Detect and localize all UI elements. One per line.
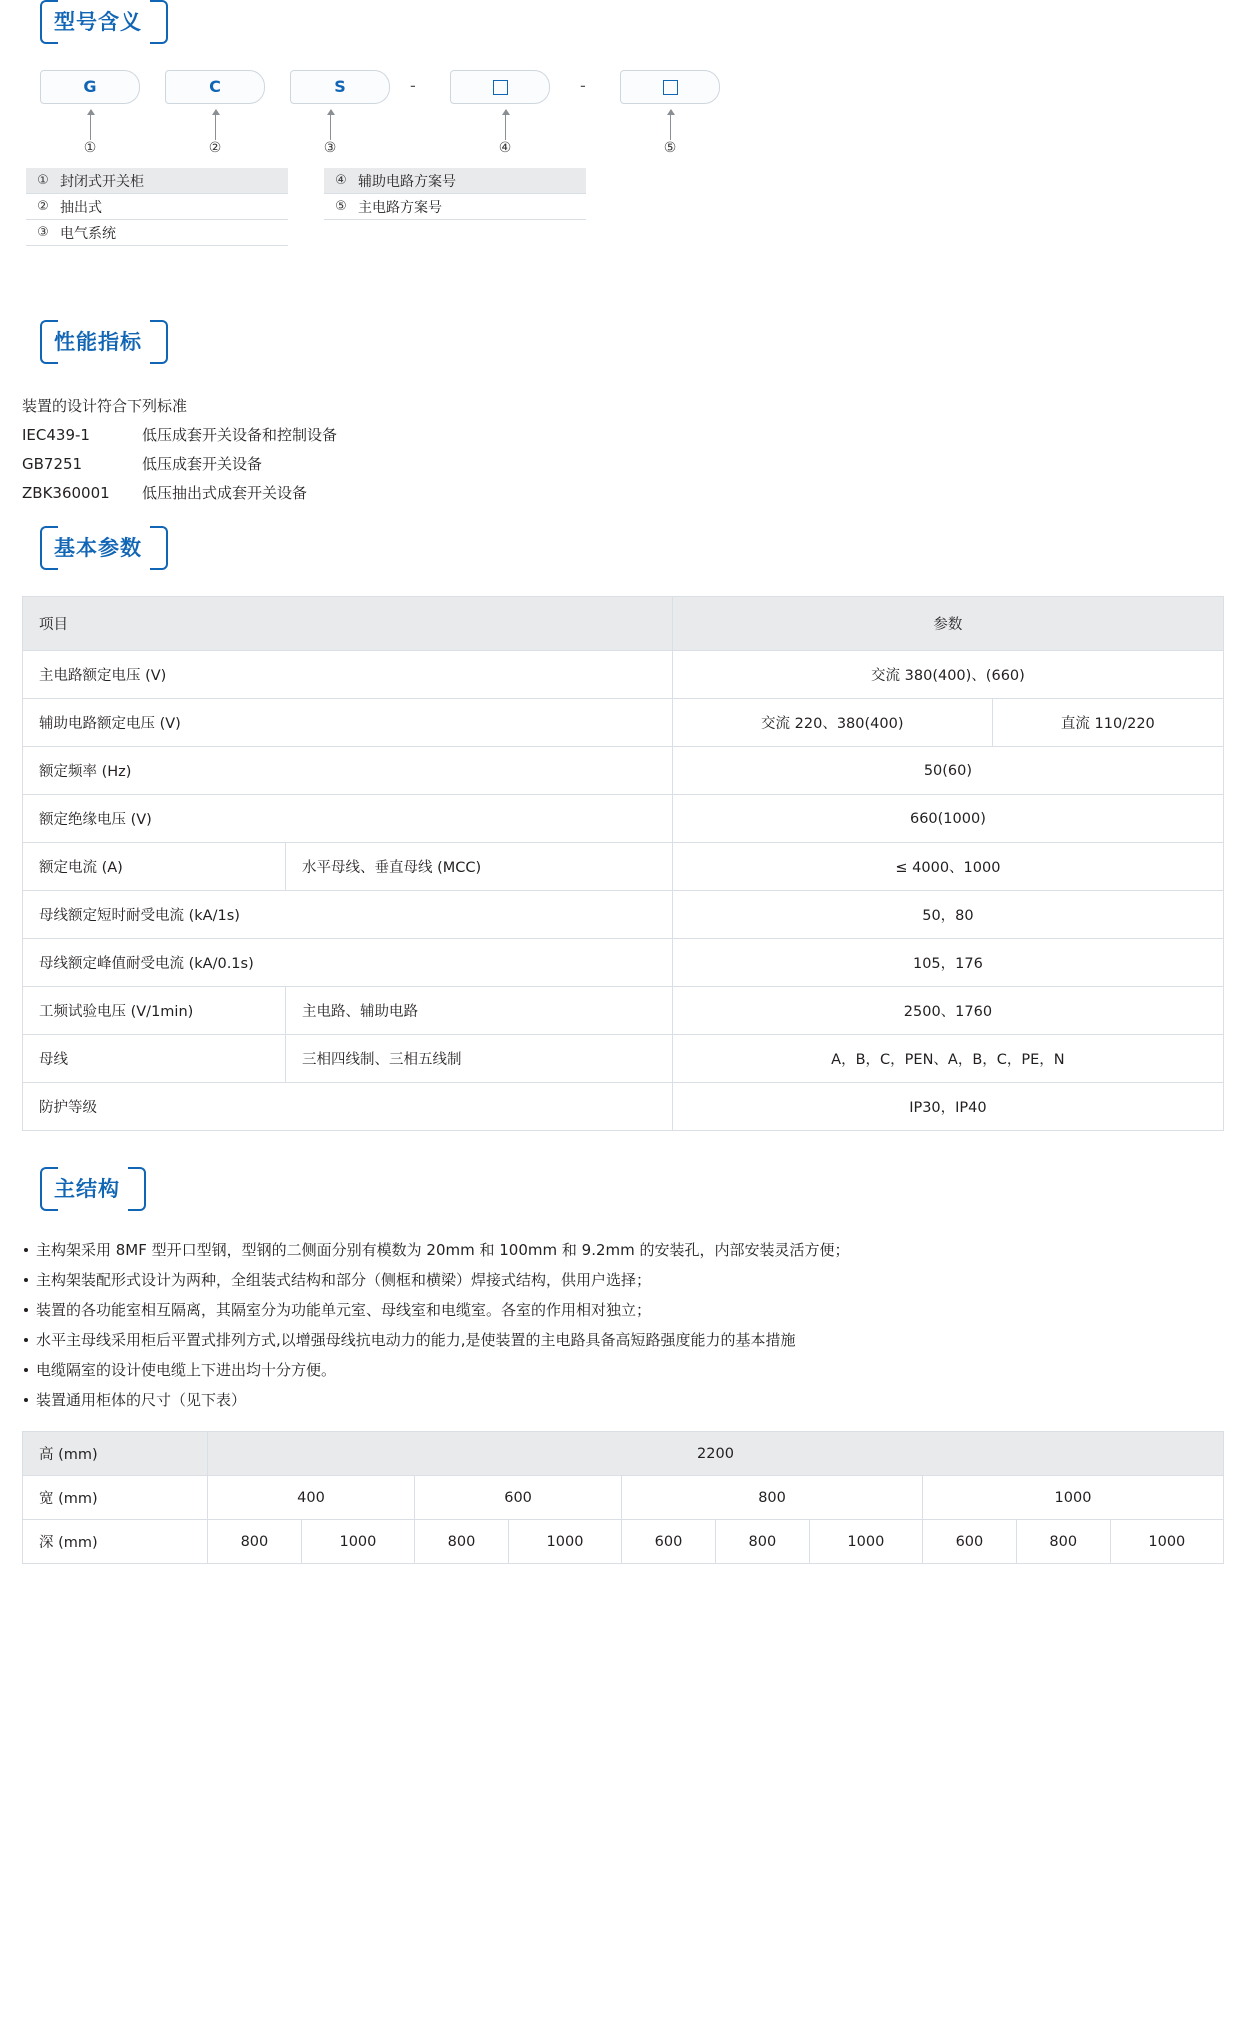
- section-heading-main-structure: [40, 1167, 146, 1211]
- section-heading-performance: [40, 320, 168, 364]
- legend-item: [324, 194, 586, 220]
- basic-params-table: [22, 596, 1224, 1131]
- bracket-right-decoration: [150, 0, 168, 44]
- bracket-left-decoration: [40, 320, 58, 364]
- cell-depth-value: 1000: [809, 1520, 922, 1564]
- row-value: 交流 220、380(400): [672, 699, 992, 747]
- model-code-cell-4: [450, 70, 550, 104]
- legend-label: 抽出式: [60, 199, 102, 216]
- legend-index: ⑤: [335, 199, 347, 214]
- legend-index: ②: [37, 199, 49, 214]
- row-value: 2500、1760: [672, 987, 1223, 1035]
- row-value: 交流 380(400)、(660): [672, 651, 1223, 699]
- table-row: [23, 747, 1224, 795]
- section-heading-main-structure-label: 主结构: [54, 1177, 120, 1201]
- cell-depth-value: 1000: [508, 1520, 621, 1564]
- list-item: 主构架装配形式设计为两种，全组装式结构和部分（侧框和横梁）焊接式结构，供用户选择；: [22, 1265, 1224, 1295]
- bracket-left-decoration: [40, 0, 58, 44]
- model-code-index-5: ⑤: [663, 140, 677, 156]
- row-value: IP30，IP40: [672, 1083, 1223, 1131]
- arrow-up-icon-1: [90, 110, 91, 140]
- list-item: 主构架采用 8MF 型开口型钢，型钢的二侧面分别有模数为 20mm 和 100mm 和 9.2mm 的安装孔，内部安装灵活方便；: [22, 1235, 1224, 1265]
- row-value: A，B，C，PEN、A，B，C，PE，N: [672, 1035, 1223, 1083]
- section-heading-basic-params: [40, 526, 168, 570]
- table-row: [23, 1083, 1224, 1131]
- table-row: [23, 891, 1224, 939]
- table-row: [23, 1520, 1224, 1564]
- arrow-up-icon-2: [215, 110, 216, 140]
- dimensions-table: [22, 1431, 1224, 1564]
- bracket-right-decoration: [150, 526, 168, 570]
- performance-intro: 装置的设计符合下列标准: [22, 397, 188, 415]
- main-structure-bullet-list: [22, 1235, 1224, 1415]
- cell-depth-value: 600: [622, 1520, 716, 1564]
- bracket-right-decoration: [150, 320, 168, 364]
- table-row: [23, 843, 1224, 891]
- row-label-width: 宽 (mm): [23, 1476, 208, 1520]
- row-label: 辅助电路额定电压 (V): [23, 699, 673, 747]
- row-value: ≤ 4000、1000: [672, 843, 1223, 891]
- model-code-dash-1: -: [410, 76, 416, 95]
- spacer: [0, 1149, 1250, 1167]
- model-code-arrows: [40, 110, 1250, 162]
- model-code-dash-2: -: [580, 76, 586, 95]
- standard-name: 低压成套开关设备和控制设备: [142, 426, 338, 444]
- legend-index: ④: [335, 173, 347, 188]
- cell-width-value: 800: [622, 1476, 923, 1520]
- cell-height-value: 2200: [208, 1432, 1224, 1476]
- row-label: 额定频率 (Hz): [23, 747, 673, 795]
- legend-item: [26, 168, 288, 194]
- arrow-up-icon-5: [670, 110, 671, 140]
- row-label-depth: 深 (mm): [23, 1520, 208, 1564]
- cell-depth-value: 800: [208, 1520, 302, 1564]
- arrow-up-icon-3: [330, 110, 331, 140]
- table-header: [23, 597, 1224, 651]
- bracket-right-decoration: [128, 1167, 146, 1211]
- performance-standards-block: [22, 392, 1250, 508]
- basic-params-table-wrap: [22, 596, 1224, 1131]
- legend-label: 辅助电路方案号: [358, 173, 456, 190]
- row-label: 主电路额定电压 (V): [23, 651, 673, 699]
- list-item: 水平主母线采用柜后平置式排列方式,以增强母线抗电动力的能力,是使装置的主电路具备高短路强度能力的基本措施: [22, 1325, 1224, 1355]
- model-code-index-2: ②: [208, 140, 222, 156]
- standard-code: GB7251: [22, 455, 83, 473]
- table-body: [23, 651, 1224, 1131]
- row-label: 母线额定短时耐受电流 (kA/1s): [23, 891, 673, 939]
- cell-depth-value: 1000: [1110, 1520, 1223, 1564]
- table-row: [23, 1432, 1224, 1476]
- model-code-row: [40, 70, 1250, 110]
- row-value: 50，80: [672, 891, 1223, 939]
- model-code-index-1: ①: [83, 140, 97, 156]
- model-code-cell-5: [620, 70, 720, 104]
- legend-label: 封闭式开关柜: [60, 173, 144, 190]
- model-code-index-4: ④: [498, 140, 512, 156]
- cell-width-value: 400: [208, 1476, 415, 1520]
- list-item: 装置通用柜体的尺寸（见下表）: [22, 1385, 1224, 1415]
- cell-depth-value: 1000: [301, 1520, 414, 1564]
- cell-depth-value: 800: [1016, 1520, 1110, 1564]
- table-row: [23, 939, 1224, 987]
- section-heading-basic-params-label: 基本参数: [54, 536, 142, 560]
- model-code-legend-left: [26, 168, 288, 246]
- row-label: 防护等级: [23, 1083, 673, 1131]
- model-code-legend-right: [324, 168, 586, 220]
- model-code-diagram: [0, 70, 1250, 320]
- table-row: [23, 651, 1224, 699]
- row-label: 母线额定峰值耐受电流 (kA/0.1s): [23, 939, 673, 987]
- model-code-legend: [26, 168, 1250, 248]
- standard-code: ZBK360001: [22, 484, 110, 502]
- standard-name: 低压成套开关设备: [142, 455, 263, 473]
- row-label: 母线: [23, 1035, 286, 1083]
- standard-line: [22, 479, 1250, 508]
- standard-line: [22, 450, 1250, 479]
- cell-width-value: 1000: [922, 1476, 1223, 1520]
- model-code-cell-3: S: [290, 70, 390, 104]
- row-value: 105，176: [672, 939, 1223, 987]
- cell-width-value: 600: [415, 1476, 622, 1520]
- row-sublabel: 主电路、辅助电路: [286, 987, 673, 1035]
- dimensions-table-wrap: [22, 1431, 1224, 1564]
- legend-item: [26, 220, 288, 246]
- table-row: [23, 699, 1224, 747]
- bracket-left-decoration: [40, 1167, 58, 1211]
- section-heading-performance-label: 性能指标: [54, 330, 142, 354]
- row-sublabel: 水平母线、垂直母线 (MCC): [286, 843, 673, 891]
- empty-box-icon: [663, 80, 678, 95]
- table-row: [23, 795, 1224, 843]
- arrow-up-icon-4: [505, 110, 506, 140]
- row-label-height: 高 (mm): [23, 1432, 208, 1476]
- legend-index: ①: [37, 173, 49, 188]
- section-heading-model-meaning: [40, 0, 168, 44]
- row-label: 额定绝缘电压 (V): [23, 795, 673, 843]
- row-value: 直流 110/220: [992, 699, 1223, 747]
- model-code-cell-2: C: [165, 70, 265, 104]
- table-header-row: [23, 597, 1224, 651]
- list-item: 装置的各功能室相互隔离，其隔室分为功能单元室、母线室和电缆室。各室的作用相对独立；: [22, 1295, 1224, 1325]
- spacer: [0, 508, 1250, 526]
- list-item: 电缆隔室的设计使电缆上下进出均十分方便。: [22, 1355, 1224, 1385]
- legend-label: 电气系统: [60, 225, 116, 242]
- legend-label: 主电路方案号: [358, 199, 442, 216]
- table-row: [23, 1035, 1224, 1083]
- section-heading-model-meaning-label: 型号含义: [54, 10, 142, 34]
- cell-depth-value: 600: [922, 1520, 1016, 1564]
- model-code-index-3: ③: [323, 140, 337, 156]
- row-label: 额定电流 (A): [23, 843, 286, 891]
- cell-depth-value: 800: [715, 1520, 809, 1564]
- spacer: [0, 1131, 1250, 1149]
- table-row: [23, 987, 1224, 1035]
- model-code-cell-1: G: [40, 70, 140, 104]
- cell-depth-value: 800: [415, 1520, 509, 1564]
- bracket-left-decoration: [40, 526, 58, 570]
- row-value: 50(60): [672, 747, 1223, 795]
- standard-code: IEC439-1: [22, 426, 90, 444]
- legend-item: [26, 194, 288, 220]
- empty-box-icon: [493, 80, 508, 95]
- row-sublabel: 三相四线制、三相五线制: [286, 1035, 673, 1083]
- table-body: [23, 1432, 1224, 1564]
- legend-item: [324, 168, 586, 194]
- column-header-param: 参数: [672, 597, 1223, 651]
- standard-name: 低压抽出式成套开关设备: [142, 484, 308, 502]
- column-header-item: 项目: [23, 597, 673, 651]
- standard-line: [22, 421, 1250, 450]
- row-value: 660(1000): [672, 795, 1223, 843]
- legend-index: ③: [37, 225, 49, 240]
- table-row: [23, 1476, 1224, 1520]
- row-label: 工频试验电压 (V/1min): [23, 987, 286, 1035]
